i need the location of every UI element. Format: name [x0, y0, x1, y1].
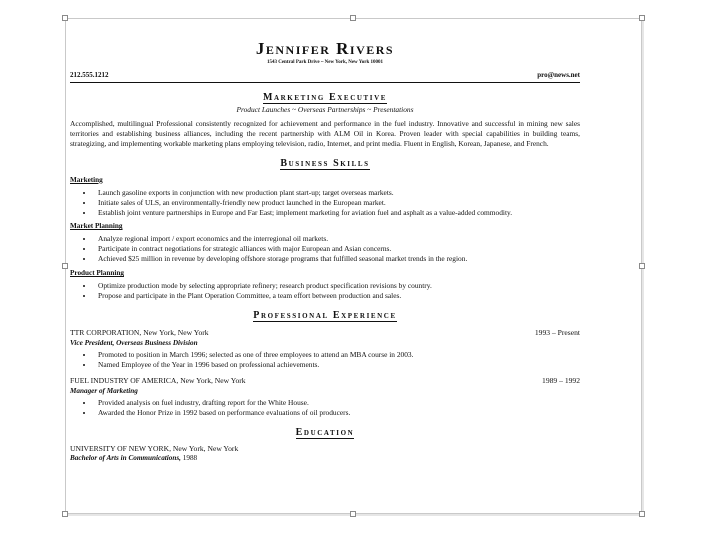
job-bullet: • Named Employee of the Year in 1996 based on professional achievements. [94, 360, 580, 370]
job-title: Manager of Marketing [70, 386, 138, 395]
skill-group-title: Marketing [70, 175, 103, 184]
section-title-education: Education [295, 427, 355, 439]
resize-handle-top-right[interactable] [639, 15, 645, 21]
section-title-marketing-executive: Marketing Executive [262, 91, 388, 103]
skill-bullet: • Optimize production mode by selecting appropriate refinery; research product specification revisions by country. [94, 281, 580, 291]
skill-bullet: • Establish joint venture partnerships in Europe and Far East; implement marketing for aviation fuel and asphalt as a value-added commodity. [94, 208, 580, 218]
skill-bullet-list [70, 188, 580, 218]
job-title: Vice President, Overseas Business Division [70, 338, 198, 347]
email-address: pro@news.net [537, 71, 580, 80]
skill-bullet: • Launch gasoline exports in conjunction with new production plant start-up; target overseas markets. [94, 188, 580, 198]
education-degree-line [70, 454, 580, 464]
job-company: FUEL INDUSTRY OF AMERICA, New York, New York [70, 376, 246, 386]
skill-bullet-list [70, 234, 580, 264]
job-bullet-list [70, 398, 580, 418]
section-title-professional-experience: Professional Experience [253, 309, 397, 321]
education-school: UNIVERSITY OF NEW YORK, New York, New York [70, 443, 239, 453]
resize-handle-top-left[interactable] [62, 15, 68, 21]
section-title-business-skills: Business Skills [280, 158, 370, 170]
tagline: Product Launches ~ Overseas Partnerships ~ Presentations [236, 105, 414, 115]
education-year: 1988 [182, 453, 198, 462]
skill-bullet: • Initiate sales of ULS, an environmentally-friendly new product launched in the European market. [94, 198, 580, 208]
skill-bullet: • Achieved $25 million in revenue by developing offshore storage programs that fulfilled seasonal market trends in the region. [94, 254, 580, 264]
job-dates: 1993 – Present [534, 328, 580, 338]
job-bullet: • Promoted to position in March 1996; selected as one of three employees to attend an MBA course in 2003. [94, 350, 580, 360]
skill-bullet-list [70, 281, 580, 301]
phone-number: 212.555.1212 [70, 71, 109, 80]
skill-bullet: • Propose and participate in the Plant Operation Committee, a team effort between production and sales. [94, 291, 580, 301]
resume-content [70, 40, 580, 464]
resize-handle-top-center[interactable] [350, 15, 356, 21]
job-bullet: • Provided analysis on fuel industry, drafting report for the White House. [94, 398, 580, 408]
job-dates: 1989 – 1992 [542, 376, 580, 386]
resize-handle-bottom-left[interactable] [62, 511, 68, 517]
education-degree: Bachelor of Arts in Communications, [70, 453, 181, 462]
job-bullet-list [70, 350, 580, 370]
job-header [70, 328, 580, 338]
skill-group-title: Market Planning [70, 222, 123, 231]
job-header [70, 376, 580, 386]
skill-group-title: Product Planning [70, 269, 124, 278]
resume-name: Jennifer Rivers [255, 39, 395, 58]
contact-row [70, 71, 580, 82]
resume-address: 1543 Central Park Drive ~ New York, New York 10001 [266, 59, 384, 65]
resize-handle-bottom-right[interactable] [639, 511, 645, 517]
summary-paragraph: Accomplished, multilingual Professional consistently recognized for achievement and performance in the fuel industry. Innovative and successful in mining new sales territories and establishing business alliances, including the recent partnership with ALM Oil in Korea. Proven leader with special capabilities in building teams, strategizing, and implementing workable marketing plans employing television, radio, Internet, and print media. Fluent in English, Korean, Japanese, and French. [70, 119, 580, 149]
job-bullet: • Awarded the Honor Prize in 1992 based on performance evaluations of oil producers. [94, 408, 580, 418]
skill-bullet: • Participate in contract negotiations for strategic alliances with major European and Asian concerns. [94, 244, 580, 254]
resize-handle-middle-right[interactable] [639, 263, 645, 269]
skill-bullet: • Analyze regional import / export economics and the interregional oil markets. [94, 234, 580, 244]
job-company: TTR CORPORATION, New York, New York [70, 328, 209, 338]
resize-handle-bottom-center[interactable] [350, 511, 356, 517]
resize-handle-middle-left[interactable] [62, 263, 68, 269]
